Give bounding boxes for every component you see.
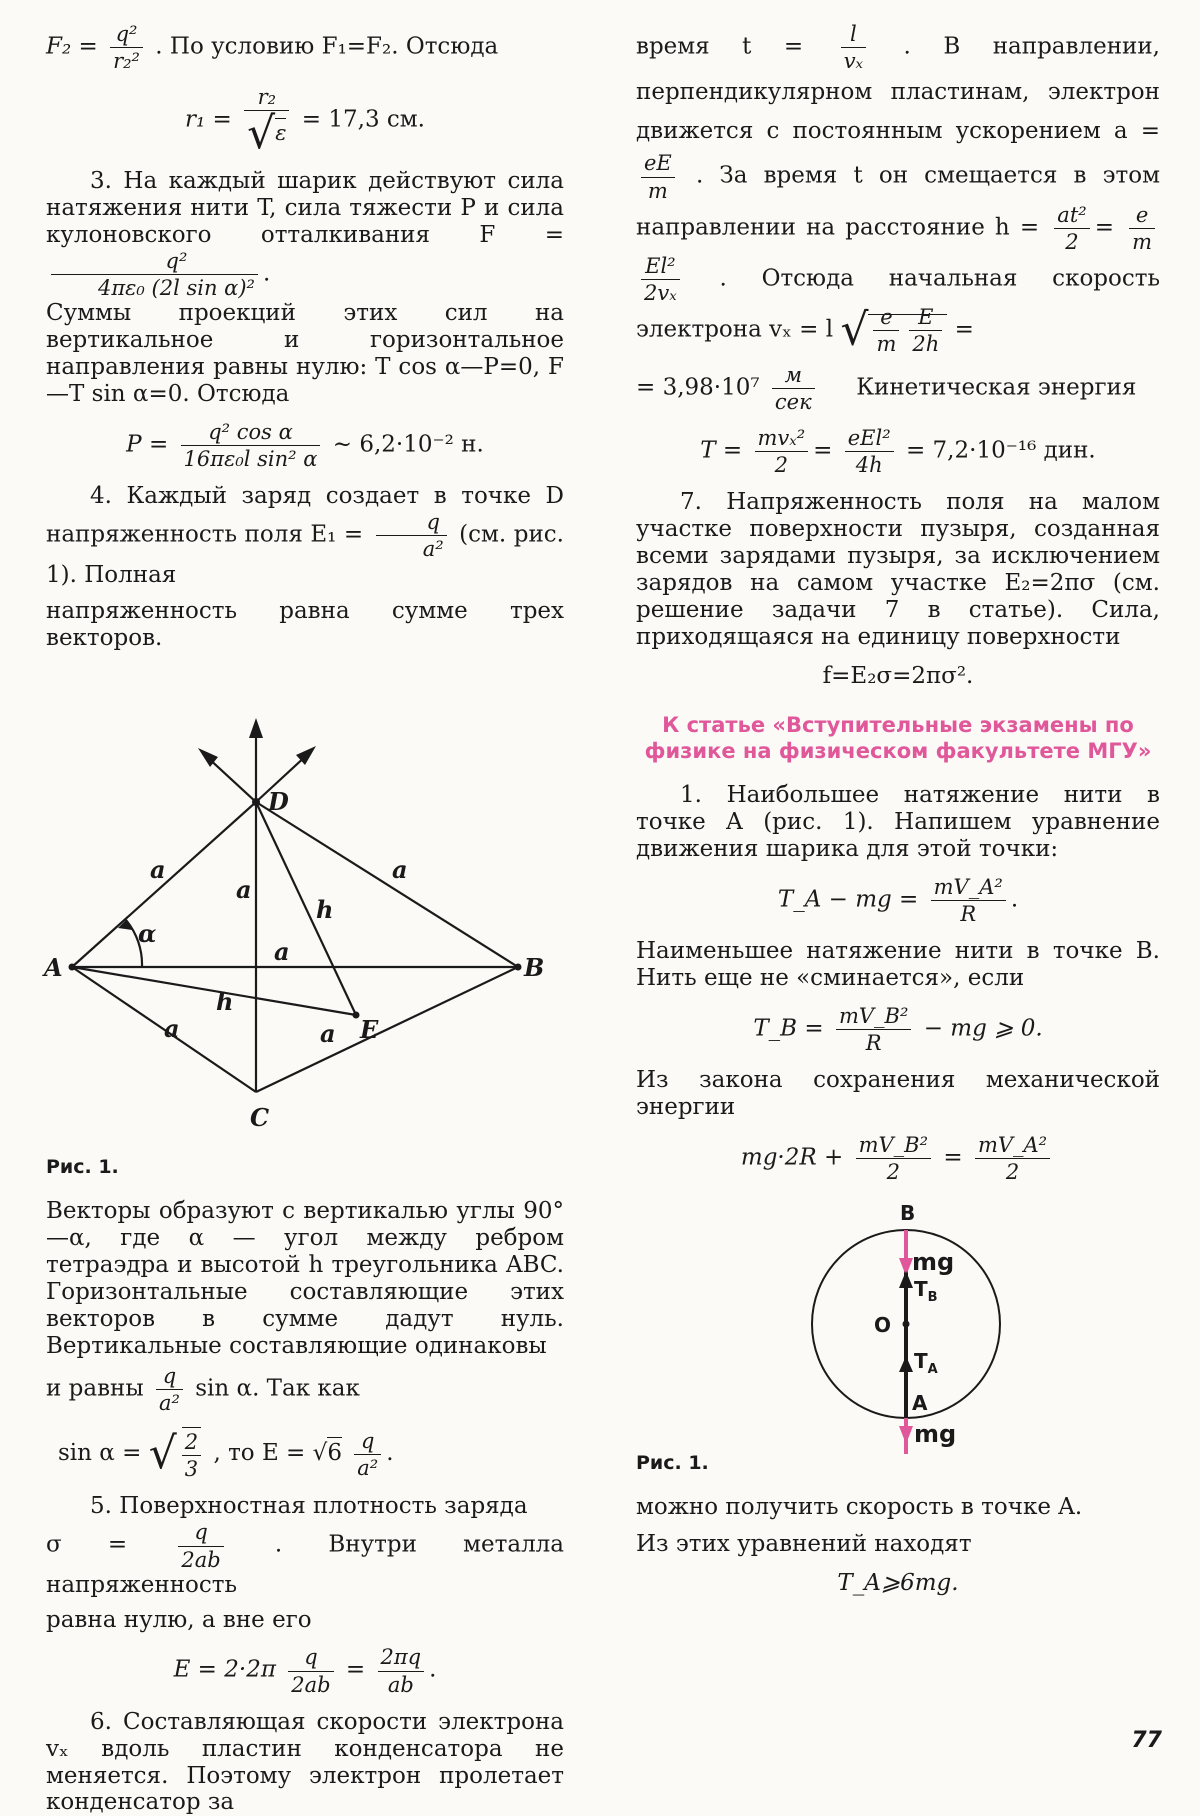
- r1-lead: r₁ =: [185, 106, 232, 133]
- f2-den: r₂²: [113, 49, 140, 74]
- vec-b-fraction: [156, 1364, 183, 1415]
- label-c: C: [250, 1103, 270, 1133]
- v-den-1: m: [876, 332, 897, 357]
- v-unit: [772, 363, 815, 414]
- h-den-2: m: [1132, 229, 1153, 254]
- page-number: 77: [1131, 1728, 1162, 1754]
- label-d: D: [268, 787, 289, 817]
- velocity-line: [636, 363, 1160, 414]
- e-eq: =: [345, 1657, 366, 1684]
- sin-fraction-2: [354, 1429, 381, 1480]
- v-radicand: [868, 305, 947, 357]
- e-num-2: 2πq: [378, 1645, 425, 1671]
- f2-tail: . По условию F₁=F₂. Отсюда: [155, 33, 499, 60]
- msu-text-2: Наименьшее натяжение нити в точке B. Нить еще не «сминается», если: [636, 938, 1160, 991]
- e-fraction-2: [378, 1645, 425, 1696]
- vectors-text-b: [46, 1364, 564, 1415]
- vec-b-lead: и равны: [46, 1375, 144, 1402]
- en-eq: =: [943, 1144, 963, 1171]
- k-den-2: 4h: [855, 453, 883, 478]
- k-num-1: mvₓ²: [755, 426, 809, 452]
- f2-equation: [46, 22, 564, 73]
- label-ta-sub: A: [927, 1362, 938, 1378]
- label-edge-da: a: [150, 855, 166, 885]
- p4-text-c: напряженность равна сумме трех векторов.: [46, 598, 564, 652]
- ta-num: mV_A²: [931, 875, 1006, 901]
- sin-num: 2: [182, 1430, 201, 1456]
- sqrt-sign: √: [148, 1428, 177, 1480]
- problem-6: 6. Составляющая скорости электрона vₓ вдоль пластин конденсатора не меняется. Поэтому электрон пролетает конденсатор за: [46, 1708, 564, 1816]
- label-tb-main: T: [914, 1277, 928, 1302]
- label-edge-ab: a: [274, 937, 290, 967]
- arrowhead-up: [249, 718, 263, 738]
- p4-fraction: [376, 510, 447, 561]
- p3-den: 4πε₀ (2l sin α)²: [98, 276, 255, 301]
- p4-den: a²: [422, 537, 444, 562]
- p3-num: q²: [51, 249, 258, 275]
- label-b: B: [524, 953, 545, 983]
- p3-text-b: Суммы проекций этих сил на вертикальное и горизонтальное направления равны нулю: T cos α—P=0, F—T sin α=0. Отсюда: [46, 300, 564, 408]
- v-den-2: 2h: [912, 332, 940, 357]
- label-mg-bottom: mg: [914, 1420, 957, 1449]
- label-height-ae: h: [216, 987, 234, 1017]
- v-unit-den: сек: [774, 389, 812, 414]
- en-num-1: mV_B²: [856, 1133, 931, 1159]
- tetrahedron-figure: [46, 702, 564, 1142]
- en-den-1: 2: [886, 1160, 900, 1185]
- tb-arrowhead: [899, 1271, 913, 1288]
- v-unit-num: м: [772, 363, 815, 389]
- sin-den-2: a²: [357, 1455, 379, 1480]
- r1-equation: [46, 85, 564, 160]
- ta-fraction: [931, 875, 1006, 926]
- vec-b-den: a²: [158, 1391, 180, 1416]
- msu-text-3: Из закона сохранения механической энергии: [636, 1067, 1160, 1120]
- problem-5-c: равна нулю, а вне его: [46, 1606, 312, 1633]
- label-point-a: A: [912, 1391, 928, 1416]
- circle-figure: [636, 1196, 1160, 1449]
- e-den-2: ab: [387, 1672, 414, 1697]
- p5-text-b: . Внутри металла напряженность: [46, 1532, 565, 1598]
- k-fraction-1: [755, 426, 809, 477]
- r1-num: r₂: [244, 85, 289, 111]
- right-column: [636, 22, 1160, 1609]
- problem-3: 3. На каждый шарик действуют сила натяжения нити T, сила тяжести P и сила кулоновского отталкивания F = $\frac{\text{q²}}{\text{4πε₀ (2l sin α)²}}$ .: [46, 168, 564, 301]
- vec-b-tail: sin α. Так как: [195, 1375, 360, 1402]
- t-lead: время t =: [636, 33, 804, 60]
- point-a: [69, 964, 76, 971]
- problem-6-continued: время t = $\frac{l}{\text{vₓ}}$ . В направлении, перпендикулярном пластинам, электрон движется с постоянным ускорением a = $\frac{eE}{m}$ . За время t он смещается в этом направлении на расстояние h = $\frac{\text{at²}}{2}$ = $\frac{e}{m}$ $\frac{\text{El²}}{\text{2vₓ}}$ . Отсюда начальная скорость электрона vₓ = l √ $\frac{e}{m}$ $\frac{E}{2h}$ =: [636, 22, 1161, 357]
- p5-sigma: σ =: [46, 1532, 128, 1558]
- v-line: = 3,98·10⁷: [636, 374, 760, 401]
- p-num: q² cos α: [181, 420, 321, 446]
- vec-b-num: q: [156, 1364, 183, 1390]
- edge-da: [72, 802, 256, 967]
- h-den-1: 2: [1065, 229, 1079, 254]
- a-num: eE: [641, 151, 675, 177]
- f2-lead: F₂ =: [46, 33, 98, 60]
- tb-den: R: [865, 1030, 882, 1055]
- label-edge-db: a: [392, 855, 408, 885]
- tb-fraction: [836, 1004, 911, 1055]
- p-fraction: [181, 420, 321, 471]
- h-fraction-3: [641, 254, 680, 305]
- msu-text-4: можно получить скорость в точке A.: [636, 1494, 1083, 1521]
- tb-lead: T_B =: [753, 1015, 824, 1042]
- section-heading: К статье «Вступительные экзамены по физике на физическом факультете МГУ»: [644, 712, 1152, 763]
- e-den-1: 2ab: [291, 1672, 331, 1697]
- kinetic-equation: T = $\frac{\text{mvₓ²}}{2}$ = $\frac{\text{eEl²}}{4h}$ = 7,2·10⁻¹⁶ дин.: [700, 425, 1096, 478]
- h-num-3: El²: [641, 254, 680, 280]
- force-equation: f=E₂σ=2πσ².: [822, 662, 974, 689]
- sin-mid: , то E =: [213, 1440, 306, 1467]
- v-tail: Кинетическая энергия: [856, 374, 1137, 401]
- label-tb-sub: B: [927, 1290, 938, 1306]
- h-num-1: at²: [1054, 203, 1089, 229]
- p4-num: q: [376, 510, 447, 536]
- figure-caption-right: Рис. 1.: [636, 1452, 709, 1475]
- label-a: A: [44, 953, 63, 983]
- msu-problem-1: 1. Наибольшее натяжение нити в точке A (рис. 1). Напишем уравнение движения шарика для этой точки:: [636, 782, 1160, 862]
- label-edge-ac: a: [164, 1014, 180, 1044]
- problem-4: [46, 483, 564, 588]
- sin-lead: sin α =: [58, 1440, 142, 1467]
- vector-left: [206, 756, 256, 802]
- p-den: 16πε₀l sin² α: [183, 447, 318, 472]
- problem-7: 7. Напряженность поля на малом участке поверхности пузыря, созданная всеми зарядами пузыря, за исключением зарядов на самом участке E₂=2πσ (см. решение задачи 7 в статье). Сила, приходящаяся на единицу поверхности: [636, 489, 1160, 650]
- point-b: [515, 964, 522, 971]
- f2-num: q²: [110, 22, 143, 48]
- sin-equation: sin α = √ $\frac{2}{3}$ , то E = √6 $\frac{q}{\text{a²}}$ .: [58, 1428, 394, 1482]
- a-tail: . За время t он смещается в этом направлении на расстояние h =: [636, 163, 1161, 241]
- p-lead: P =: [126, 431, 169, 458]
- vectors-text: Векторы образуют с вертикалью углы 90°—α, где α — угол между ребром тетраэдра и высотой h треугольника ABC. Горизонтальные составляющие этих векторов в сумме дадут нуль. Вертикальные составляющие одинаковы: [46, 1198, 564, 1359]
- ta-den: R: [960, 901, 977, 926]
- h-fraction-1: [1054, 203, 1089, 254]
- label-alpha: α: [138, 919, 157, 949]
- en-den-2: 2: [1005, 1160, 1020, 1185]
- label-center-o: O: [874, 1313, 892, 1338]
- center-point: [903, 1321, 910, 1328]
- a-fraction: [641, 151, 675, 202]
- e-fraction-1: [288, 1645, 333, 1696]
- en-fraction-1: [856, 1133, 931, 1184]
- sin-fraction: [182, 1427, 201, 1481]
- en-lead: mg·2R +: [740, 1144, 844, 1171]
- t-fraction: [841, 22, 866, 73]
- label-ta: [914, 1349, 938, 1377]
- left-column: [46, 22, 564, 1816]
- problem-5-a: 5. Поверхностная плотность заряда: [90, 1493, 528, 1520]
- msu-text-5: Из этих уравнений находят: [636, 1531, 972, 1558]
- v-num-2: E: [909, 305, 942, 331]
- tb-tail: − mg ⩾ 0.: [923, 1015, 1043, 1042]
- label-ta-main: T: [914, 1349, 928, 1374]
- figure-caption-left: Рис. 1.: [46, 1156, 119, 1179]
- p5-fraction: [178, 1520, 223, 1571]
- f2-fraction: [110, 22, 143, 73]
- ta-equation: T_A − mg = $\frac{\text{mV\_A²}}{R}$ .: [777, 874, 1019, 926]
- p5-num: q: [178, 1520, 223, 1546]
- tb-num: mV_B²: [836, 1004, 911, 1030]
- ta-lead: T_A − mg =: [777, 886, 919, 913]
- label-e: E: [360, 1015, 379, 1045]
- v-num-1: e: [873, 305, 899, 331]
- p3-fraction: [51, 249, 258, 300]
- p-equation: [46, 420, 564, 471]
- v-sqrt: √: [840, 304, 869, 356]
- label-height-de: h: [316, 895, 334, 925]
- r1-tail: = 17,3 см.: [301, 106, 425, 133]
- problem-5-b: [46, 1520, 564, 1598]
- label-edge-dc: a: [236, 875, 252, 905]
- en-num-2: mV_A²: [975, 1133, 1050, 1159]
- t-tail: . В направлении, перпендикулярном пластинам, электрон движется с постоянным ускорением a =: [636, 33, 1160, 145]
- r1-den: ε: [275, 118, 286, 145]
- sin-den: 3: [184, 1457, 199, 1482]
- ta-arrowhead: [899, 1356, 913, 1372]
- r1-fraction: $\frac{\text{r₂}}{√\varepsilon}$: [244, 85, 289, 156]
- label-edge-cb: a: [320, 1019, 336, 1049]
- height-ae: [72, 967, 356, 1015]
- p5-den: 2ab: [181, 1547, 221, 1572]
- point-e: [353, 1012, 360, 1019]
- k-num-2: eEl²: [845, 426, 894, 452]
- mg-bottom-arrowhead: [899, 1426, 913, 1444]
- k-tail: = 7,2·10⁻¹⁶ дин.: [905, 437, 1096, 464]
- e-num-1: q: [288, 1645, 333, 1671]
- edge-cb: [256, 967, 518, 1092]
- t-num: l: [841, 22, 866, 48]
- label-point-b: B: [900, 1201, 916, 1226]
- k-fraction-2: [845, 426, 894, 477]
- p4-text-b: (см. рис. 1). Полная: [46, 521, 564, 588]
- h-tail: . Отсюда начальная скорость электрона vₓ = l: [636, 265, 1160, 343]
- sin-root: 6: [327, 1437, 342, 1466]
- final-result: T_A⩾6mg.: [837, 1570, 959, 1597]
- e-lead: E = 2·2π: [173, 1657, 276, 1684]
- h-fraction-2: [1129, 203, 1155, 254]
- energy-equation: [636, 1133, 1160, 1184]
- tb-equation: [636, 1004, 1160, 1055]
- h-den-3: 2vₓ: [644, 281, 677, 306]
- k-den-1: 2: [774, 453, 789, 478]
- t-den: vₓ: [843, 49, 864, 74]
- sin-num-2: q: [354, 1429, 381, 1455]
- e-equation: E = 2·2π $\frac{q}{2ab}$ = $\frac{2\pi q}{ab}$ .: [173, 1645, 437, 1697]
- label-mg-top: mg: [912, 1248, 955, 1277]
- a-den: m: [647, 178, 668, 203]
- p-tail: ∼ 6,2·10⁻² н.: [332, 431, 484, 458]
- label-tb: [914, 1277, 938, 1305]
- p3-text-a: 3. На каждый шарик действуют сила натяжения нити T, сила тяжести P и сила кулоновского отталкивания F =: [46, 168, 564, 249]
- point-d: [252, 798, 260, 806]
- p4-text-a: 4. Каждый заряд создает в точке D напряженность поля E₁ =: [46, 483, 564, 548]
- k-lead: T =: [700, 437, 743, 464]
- en-fraction-2: [975, 1133, 1050, 1184]
- h-num-2: e: [1129, 203, 1155, 229]
